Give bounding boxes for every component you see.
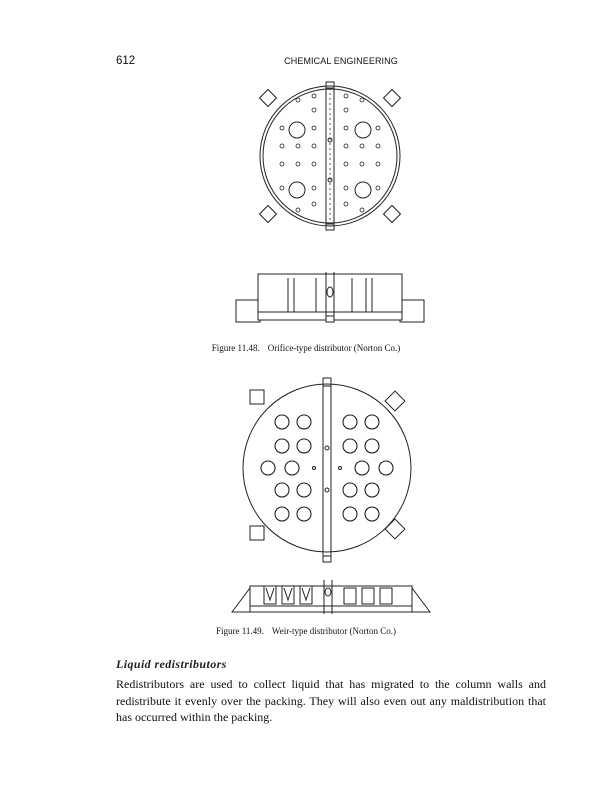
weir-distributor-plan-view	[234, 372, 420, 568]
section-heading: Liquid redistributors	[116, 657, 227, 671]
figure-number: Figure 11.49.	[216, 626, 264, 636]
weir-distributor-side-view	[228, 578, 434, 618]
figure-caption-11-48	[0, 343, 612, 353]
running-head: CHEMICAL ENGINEERING	[284, 56, 398, 66]
figure-caption-text: Orifice-type distributor (Norton Co.)	[267, 343, 401, 353]
figure-number: Figure 11.48.	[211, 343, 260, 353]
figure-caption-text: Weir-type distributor (Norton Co.)	[271, 626, 396, 636]
page-number: 612	[116, 55, 136, 67]
orifice-distributor-side-view	[232, 270, 428, 328]
figure-caption-11-49	[0, 626, 612, 636]
orifice-distributor-plan-view	[240, 80, 420, 240]
body-paragraph: Redistributors are used to collect liquid that has migrated to the column walls and redistribute it evenly over the packing. They will also even out any maldistribution that has occurred within the packing.	[116, 677, 546, 724]
